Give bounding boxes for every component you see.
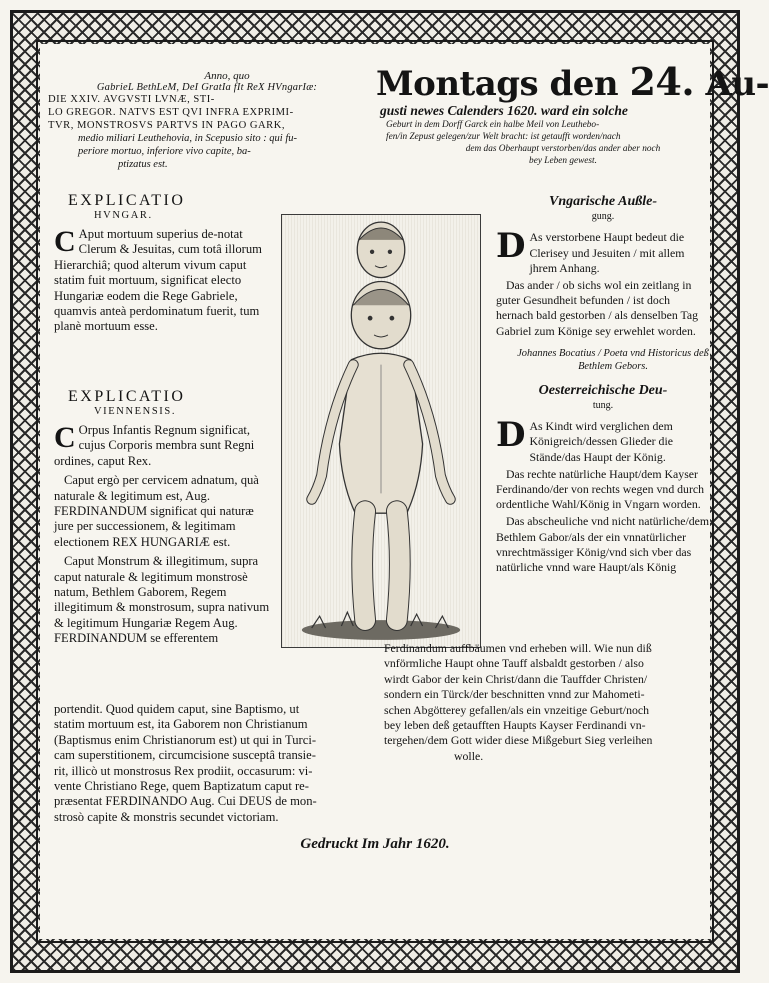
- text-line: wirdt Gabor der kein Christ/dann die Tauffder Christen/: [384, 671, 648, 686]
- page-content: [40, 44, 769, 939]
- section-title: EXPLICATIO: [68, 192, 186, 209]
- section-subtitle: HVNGAR.: [94, 210, 153, 221]
- section-subtitle: gung.: [591, 211, 615, 223]
- drop-capital: C: [54, 225, 76, 258]
- german-header-line: fen/in Zepust gelegen/zur Welt bracht: ist getaufft worden/nach: [386, 132, 621, 142]
- paragraph: Das ander / ob sichs wol ein zeitlang in guter Gesundheit befunden / ist doch hernach bald gestorben / als denselben Tag Gabriel zum Könige sey erwehlet worden.: [496, 278, 699, 338]
- text-line: rit, illicò ut monstrosus Rex prodiit, occasurum: vi-: [54, 763, 313, 778]
- italic-line: periore mortuo, inferiore vivo capite, ba-: [78, 146, 251, 157]
- german-continuation: [384, 641, 710, 764]
- explicatio-hungar: [54, 192, 276, 335]
- paragraph: As Kindt wird verglichen dem Königreich/dessen Glieder die Stände/das Haupt der König.: [529, 419, 673, 464]
- text-line: schen Abgötterey gefallen/als ein vnzeitige Geburt/noch: [384, 702, 650, 717]
- name-line: GabrieL BethLeM, DeI GratIa fIt ReX HVngarIæ:: [96, 82, 318, 93]
- section-body: [54, 227, 276, 335]
- paragraph: Aput mortuum superius de-notat Clerum & Jesuitas, cum totâ illorum Hierarchiâ; quod alterum vivum caput statim fuit mortuum, significat electo Hungariæ eodem die Rege Gabriele, quamvis anteà perdominatum fuerit, tum planè mortuum esse.: [54, 227, 262, 334]
- title-part: Montags den: [376, 64, 630, 104]
- german-title: [376, 59, 769, 104]
- text-line: portendit. Quod quidem caput, sine Baptismo, ut: [54, 702, 300, 716]
- text-line: tergehen/dem Gott wider diese Mißgeburt Sieg verleihen: [384, 733, 653, 748]
- section-title: Oesterreichische Deu-: [538, 382, 668, 398]
- text-line: præsentat FERDINANDO Aug. Cui DEUS de mon-: [54, 794, 317, 809]
- drop-capital: D: [496, 226, 526, 267]
- text-line: vnförmliche Haupt ohne Tauff alsbaldt gestorben / also: [384, 656, 644, 671]
- section-title: EXPLICATIO: [68, 388, 186, 405]
- anno-line: Anno, quo: [204, 70, 250, 82]
- german-subtitle: gusti newes Calenders 1620. ward ein solche: [380, 103, 628, 118]
- paragraph: Caput Monstrum & illegitimum, supra caput naturale & legitimum monstrosè natum, Bethlem Gaborem, Regem illegitimum & monstrosum, supra nativum & legitimum Hungariæ Regem Aug. FERDINANDUM se efferentem: [54, 554, 270, 646]
- author-note: Johannes Bocatius / Poeta vnd Historicus deß Bethlem Gebors.: [517, 347, 709, 372]
- title-date: 24.: [629, 59, 695, 104]
- text-line: bey leben deß getaufften Haupts Kayser Ferdinandi vn-: [384, 718, 646, 733]
- latin-continuation: [54, 702, 394, 825]
- imprint-footer: Gedruckt Im Jahr 1620.: [300, 836, 450, 852]
- paragraph: Caput ergò per cervicem adnatum, quà naturale & legitimum est, Aug. FERDINANDUM significat qui naturæ jure per successionem, & legitimam electionem REX HUNGARIÆ est.: [54, 473, 259, 549]
- caps-line: DIE XXIV. AVGVSTI LVNÆ, STI-: [48, 94, 215, 105]
- german-column: [496, 194, 710, 577]
- drop-capital: D: [496, 415, 526, 456]
- caps-line: LO GREGOR. NATVS EST QVI INFRA EXPRIMI-: [48, 107, 294, 118]
- drop-capital: C: [54, 421, 76, 454]
- text-line: vente Christiano Rege, quem Baptizatum caput re-: [54, 779, 309, 794]
- german-header-line: Geburt in dem Dorff Garck ein halbe Meil von Leuthebo-: [386, 120, 600, 130]
- title-part: Au-: [694, 64, 769, 104]
- german-header-line: dem das Oberhaupt verstorben/das ander aber noch: [465, 144, 661, 154]
- two-headed-child-figure: [282, 215, 480, 647]
- section-subtitle: tung.: [592, 400, 614, 412]
- text-line: strosò capite & monstris secundet victoriam.: [54, 809, 279, 824]
- text-line: Ferdinandum auffbäumen vnd erheben will. Wie nun diß: [384, 641, 652, 655]
- text-line: sondern ein Türck/der beschnitten vnnd zur Mahometi-: [384, 687, 645, 702]
- paragraph: As verstorbene Haupt bedeut die Clerisey und Jesuiten / mit allem jhrem Anhang.: [529, 230, 685, 275]
- text-line: statim mortuum est, ita Gaborem non Christianum: [54, 717, 308, 732]
- caps-line: TVR, MONSTROSVS PARTVS IN PAGO GARK,: [48, 120, 286, 131]
- section-subtitle: VIENNENSIS.: [94, 406, 177, 417]
- text-line: cam superstitionem, circumcisione susceptâ transie-: [54, 748, 316, 763]
- section-body: [54, 423, 276, 647]
- german-header: [376, 59, 769, 167]
- latin-header: [48, 70, 366, 171]
- paragraph: Das abscheuliche vnd nicht natürliche/dem Bethlem Gabor/als der ein vnnatürlicher vnrechtmässiger König/vnd sich vber das natürliche vnnd ware Haupt/als König: [496, 514, 710, 575]
- paragraph: Orpus Infantis Regnum significat, cujus Corporis membra sunt Regni ordines, caput Rex.: [54, 423, 255, 468]
- text-line: wolle.: [454, 748, 484, 763]
- engraving-illustration: [281, 214, 481, 648]
- italic-line: medio miliari Leuthehovia, in Scepusio sito : qui fu-: [78, 133, 298, 144]
- section-title: Vngarische Außle-: [549, 194, 657, 209]
- text-line: (Baptismus enim Christianorum est) ut qui in Turci-: [54, 732, 317, 747]
- paragraph: Das rechte natürliche Haupt/dem Kayser Ferdinando/der von rechts wegen vnd durch ordentliche Wahl/König in Vngarn worden.: [496, 466, 705, 512]
- explicatio-viennensis: [54, 388, 276, 651]
- german-header-line: bey Leben gewest.: [529, 156, 597, 166]
- italic-line: ptizatus est.: [118, 159, 168, 170]
